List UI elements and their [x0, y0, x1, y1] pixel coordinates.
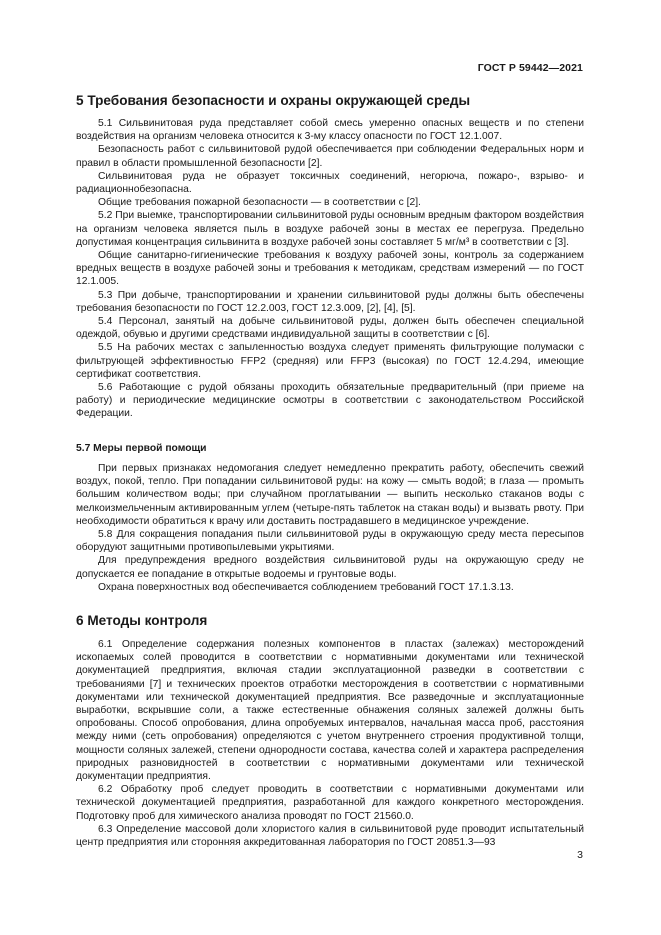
paragraph: 5.6 Работающие с рудой обязаны проходить обязательные предварительный (при приеме на работу) и периодические медицинские осмотры в соответствии с законодательством Российской Федерации.: [76, 382, 584, 420]
paragraph: Сильвинитовая руда не образует токсичных соединений, негорюча, пожаро-, взрыво- и радиационнобезопасна.: [76, 170, 584, 196]
paragraph: 6.1 Определение содержания полезных компонентов в пластах (залежах) месторождений ископаемых солей проводится в соответствии с нормативными документами или технической документацией предприятия, включая стадии эксплуатационной разведки в соответствии с требованиями [7] и технических проектов отработки месторождения в соответствии с нормативными документами или технической документацией предприятия. Все разведочные и эксплуатационные выработки, вскрывшие соли, а также естественные обнажения соляных залежей должны быть опробованы. Способ опробования, длина опробуемых интервалов, начальная масса проб, расстояния между ними (сеть опробования) определяются с учетом внутреннего строения продуктивной толщи, мощности соляных залежей, степени однородности состава, качества солей и характера распределения природных разновидностей в соответствии с нормативными документами или технической документации предприятия.: [76, 639, 584, 783]
paragraph: 5.8 Для сокращения попадания пыли сильвинитовой руды в окружающую среду места пересыпов оборудуют защитными противопылевыми укрытиями.: [76, 529, 584, 554]
paragraph: 5.4 Персонал, занятый на добыче сильвинитовой руды, должен быть обеспечен специальной одеждой, обувью и другими средствами индивидуальной защиты в соответствии с [6].: [76, 316, 584, 341]
paragraph: Общие санитарно-гигиенические требования к воздуху рабочей зоны, контроль за содержанием вредных веществ в воздухе рабочей зоны и требования к методикам, средствам измерений — по ГОСТ 12.1.005.: [76, 250, 584, 288]
paragraph: 5.5 На рабочих местах с запыленностью воздуха следует применять фильтрующие полумаски с фильтрующей эффективностью FFP2 (средняя) или FFP3 (высокая) по ГОСТ 12.4.294, имеющие сертификат соответствия.: [76, 342, 584, 380]
page-number: 3: [577, 849, 583, 861]
document-code: ГОСТ Р 59442—2021: [477, 62, 583, 74]
section-5-title: 5 Требования безопасности и охраны окружающей среды: [76, 93, 471, 108]
paragraph: 5.2 При выемке, транспортировании сильвинитовой руды основным вредным фактором воздействия на организм человека является пыль в воздухе рабочей зоны в местах ее перегруза. Предельно допустимая концентрация сильвинита в воздухе рабочей зоны составляет 5 мг/м³ в соответствии с [3].: [76, 210, 584, 248]
paragraph: Безопасность работ с сильвинитовой рудой обеспечивается при соблюдении Федеральных норм и правил в области промышленной безопасности [2].: [76, 144, 584, 169]
paragraph: 6.3 Определение массовой доли хлористого калия в сильвинитовой руде проводит испытательный центр предприятия или сторонняя аккредитованная лаборатория по ГОСТ 20851.3—93: [76, 823, 584, 849]
paragraph: Общие требования пожарной безопасности — в соответствии с [2].: [98, 197, 421, 209]
section-6-title: 6 Методы контроля: [76, 613, 208, 628]
section-6-body: [76, 638, 584, 849]
section-5-body: [76, 117, 584, 421]
paragraph: Для предупреждения вредного воздействия сильвинитовой руды на окружающую среду не допускается ее попадание в открытые водоемы и грунтовые воды.: [76, 555, 584, 580]
paragraph: 5.3 При добыче, транспортировании и хранении сильвинитовой руды должны быть обеспечены требования безопасности по ГОСТ 12.2.003, ГОСТ 12.3.009, [2], [4], [5].: [76, 289, 584, 314]
paragraph: 6.2 Обработку проб следует проводить в соответствии с нормативными документами или технической документацией предприятия, разработанной для каждого конкретного месторождения. Подготовку проб для химического анализа проводят по ГОСТ 21560.0.: [76, 784, 584, 822]
paragraph: Охрана поверхностных вод обеспечивается соблюдением требований ГОСТ 17.1.3.13.: [98, 581, 514, 593]
subsection-5-7-body: [76, 462, 584, 594]
paragraph: 5.1 Сильвинитовая руда представляет собой смесь умеренно опасных веществ и по степени воздействия на организм человека относится к 3-му классу опасности по ГОСТ 12.1.007.: [76, 118, 584, 143]
paragraph: При первых признаках недомогания следует немедленно прекратить работу, обеспечить свежий воздух, покой, тепло. При попадании сильвинитовой руды: на кожу — смыть водой; в глаза — промыть большим количеством воды; при случайном проглатывании — выпить несколько стаканов воды с мелкоизмельченным активированным углем (четыре-пять таблеток на стакан воды) и вызвать рвоту. При необходимости обратиться к врачу или доставить пострадавшего в медицинское учреждение.: [76, 463, 584, 527]
subsection-5-7-title: 5.7 Меры первой помощи: [76, 443, 207, 454]
